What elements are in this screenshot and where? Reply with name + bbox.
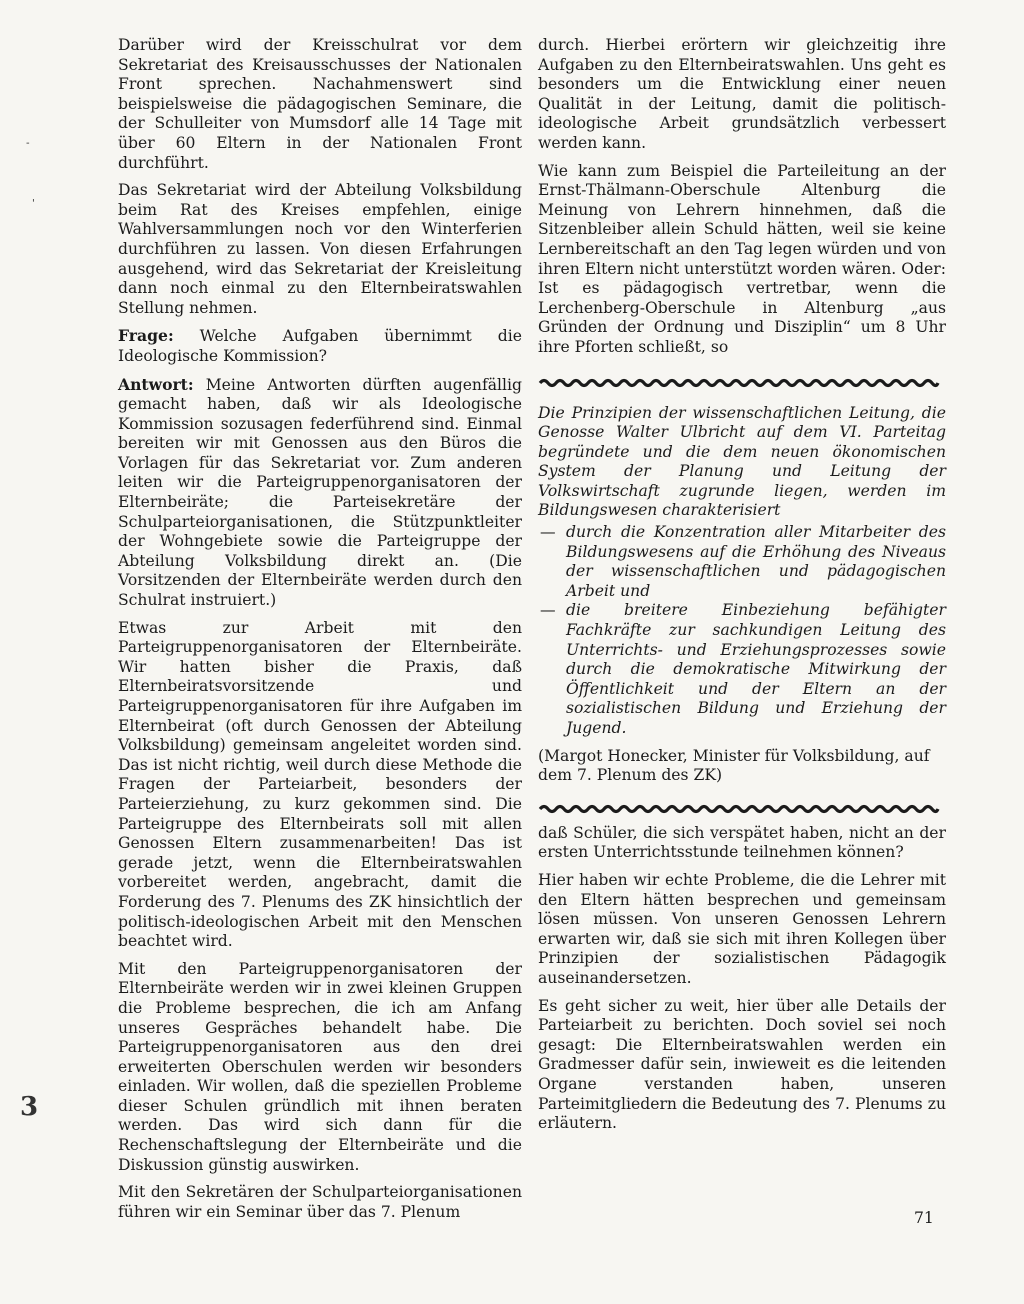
question-text: Welche Aufgaben übernimmt die Ideologische Kommission? <box>118 327 522 365</box>
answer-paragraph <box>118 375 522 611</box>
paragraph: Darüber wird der Kreisschulrat vor dem Sekretariat des Kreisausschusses der Nationalen Front sprechen. Nachahmenswert sind beispielsweise die pädagogischen Seminare, die der Schulleiter von Mumsdorf alle 14 Tage mit über 60 Eltern in der Nationalen Front durchführt. <box>118 36 522 172</box>
quote-list-item <box>538 523 946 601</box>
wave-divider-top <box>538 376 940 390</box>
paragraph: Es geht sicher zu weit, hier über alle Details der Parteiarbeit zu berichten. Doch soviel sei noch gesagt: Die Elternbeiratswahlen werden ein Gradmesser dafür sein, inwieweit es die leitenden Organe verstanden haben, unseren Parteimitgliedern die Bedeutung des 7. Plenums zu erläutern. <box>538 996 946 1133</box>
quote-list-item-text: die breitere Einbeziehung befähigter Fachkräfte zur sachkundigen Leitung des Unterrichts- und Erziehungsprozesses sowie durch die demokratische Mitwirkung der Öffentlichkeit und der Eltern an der sozialistischen Bildung und Erziehung der Jugend. <box>566 601 946 737</box>
quote-list-item-text: durch die Konzentration aller Mitarbeiter des Bildungswesens auf die Erhöhung des Niveaus der wissenschaftlichen und pädagogischen Arbeit und <box>566 523 946 600</box>
answer-label: Antwort: <box>118 374 194 394</box>
paragraph: Hier haben wir echte Probleme, die die Lehrer mit den Eltern hätten besprechen und gemeinsam lösen müssen. Von unseren Genossen Lehrern erwarten wir, daß sie sich mit ihren Kollegen über Prinzipien der sozialistischen Pädagogik auseinandersetzen. <box>538 870 946 987</box>
paragraph: Etwas zur Arbeit mit den Parteigruppenorganisatoren der Elternbeiräte. Wir hatten bisher die Praxis, daß Elternbeiratsvorsitzende und Parteigruppenorganisatoren für ihre Aufgaben im Elternbeirat (oft durch Genossen der Abteilung Volksbildung) gemeinsam angeleitet worden sind. Das ist nicht richtig, weil durch diese Methode die Fragen der Parteiarbeit, besonders der Parteierziehung, zu kurz gekommen sind. Die Parteigruppe des Elternbeirats soll mit allen Genossen Eltern zusammenarbeiten! Das ist gerade jetzt, wenn die Elternbeiratswahlen vorbereitet werden, angebracht, damit die Forderung des 7. Plenums des ZK hinsichtlich der politisch-ideologischen Arbeit mit den Menschen beachtet wird. <box>118 618 522 951</box>
dash-bullet: — <box>540 523 556 542</box>
paragraph: Wie kann zum Beispiel die Parteileitung an der Ernst-Thälmann-Oberschule Altenburg die Meinung von Lehrern hinnehmen, daß die Sitzenbleiber allein Schuld hätten, weil sie keine Lernbereitschaft an den Tag legen würden und von ihren Eltern nicht unterstützt worden wären. Oder: Ist es pädagogisch vertretbar, wenn die Lerchenberg-Oberschule in Altenburg „aus Gründen der Ordnung und Disziplin“ um 8 Uhr ihre Pforten schließt, so <box>538 161 946 356</box>
right-column <box>538 36 946 1142</box>
margin-mark: ' <box>32 198 35 209</box>
paragraph: Das Sekretariat wird der Abteilung Volksbildung beim Rat des Kreises empfehlen, einige Wahlversammlungen noch vor den Winterferien durchführen zu lassen. Von diesen Erfahrungen ausgehend, wird das Sekretariat der Kreisleitung dann noch einmal zu den Elternbeiratswahlen Stellung nehmen. <box>118 181 522 317</box>
page-number: 71 <box>914 1209 934 1227</box>
quote-list-item <box>538 601 946 738</box>
paragraph: daß Schüler, die sich verspätet haben, nicht an der ersten Unterrichtsstunde teilnehmen können? <box>538 823 946 862</box>
paragraph: Mit den Sekretären der Schulparteiorganisationen führen wir ein Seminar über das 7. Plenum <box>118 1183 522 1221</box>
quote-box <box>538 376 946 816</box>
left-column <box>118 36 522 1230</box>
quote-list <box>538 523 946 739</box>
quote-intro: Die Prinzipien der wissenschaftlichen Leitung, die Genosse Walter Ulbricht auf dem VI. Parteitag begründete und die dem neuen ökonomischen System der Planung und Leitung der Volkswirtschaft zugrunde liegen, werden im Bildungswesen charakterisiert <box>538 403 946 520</box>
paragraph: durch. Hierbei erörtern wir gleichzeitig ihre Aufgaben zu den Elternbeiratswahlen. Uns geht es besonders um die Entwicklung einer neuen Qualität in der Leitung, damit die politisch-ideologische Arbeit grundsätzlich verbessert werden kann. <box>538 36 946 152</box>
question-paragraph <box>118 326 522 366</box>
dash-bullet: — <box>540 601 556 620</box>
paragraph: Mit den Parteigruppenorganisatoren der Elternbeiräte werden wir in zwei kleinen Gruppen die Probleme besprechen, die ich am Anfang unseres Gespräches behandelt habe. Die Parteigruppenorganisatoren aus den drei erweiterten Oberschulen werden wir besonders einladen. Wir wollen, daß die speziellen Probleme dieser Schulen gründlich mit ihnen beraten werden. Das wird sich dann für die Rechenschaftslegung der Elternbeiräte und die Diskussion günstig auswirken. <box>118 959 522 1174</box>
margin-mark: 3 <box>20 1092 39 1122</box>
question-label: Frage: <box>118 326 174 346</box>
margin-mark: - <box>26 138 30 149</box>
quote-text <box>538 404 946 786</box>
wave-divider-bottom <box>538 802 940 816</box>
quote-source: (Margot Honecker, Minister für Volksbildung, auf dem 7. Plenum des ZK) <box>538 746 930 785</box>
answer-text: Meine Antworten dürften augenfällig gemacht haben, daß wir als Ideologische Kommission sozusagen federführend sind. Einmal bereiten wir mit Genossen aus den Büros die Vorlagen für das Sekretariat vor. Zum anderen leiten wir die Parteigruppenorganisatoren der Elternbeiräte; die Parteisekretäre der Schulparteiorganisationen, die Stützpunktleiter der Wohngebiete sowie die Parteigruppe der Abteilung Volksbildung direkt an. (Die Vorsitzenden der Elternbeiräte werden durch den Schulrat instruiert.) <box>118 375 522 610</box>
